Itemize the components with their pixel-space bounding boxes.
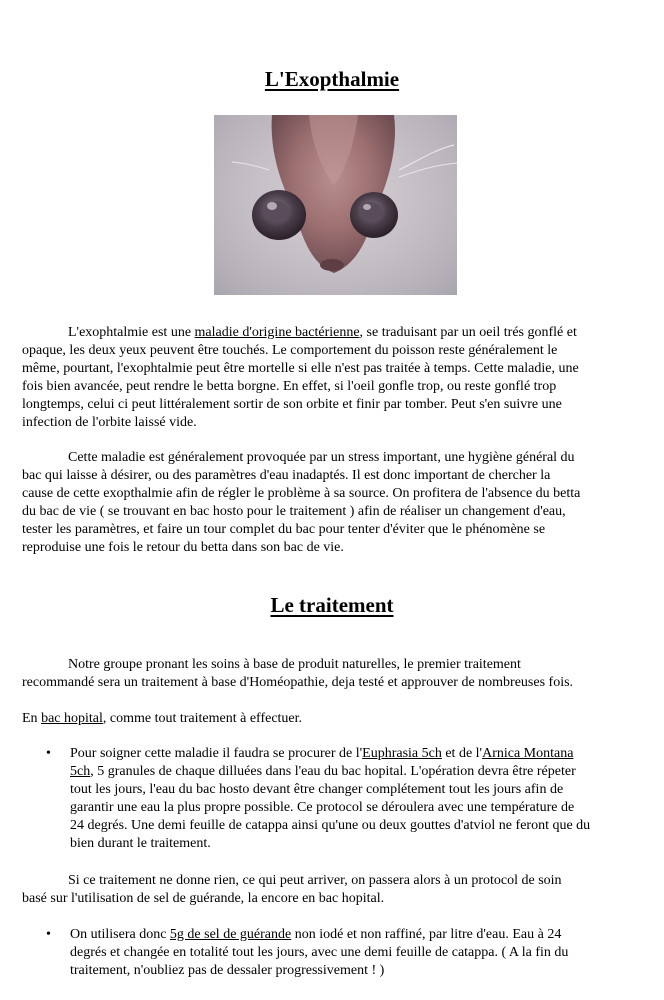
text-run: tout les jours, l'eau du bac hosto devant être changer complétement tout les jours afin de	[70, 782, 564, 797]
text-line	[22, 324, 644, 342]
underlined-term: 5ch	[70, 764, 91, 779]
text-run: cause de cette exopthalmie afin de régler le problème à sa source. On profitera de l'absence du betta	[22, 486, 581, 501]
text-line	[70, 781, 664, 799]
text-line	[22, 503, 644, 521]
text-run: fois bien avancée, peut rendre le betta borgne. En effet, si l'oeil gonfle trop, ou reste gonflé trop	[22, 379, 557, 394]
text-run: longtemps, celui ci peut littéralement sortir de son orbite et finir par tomber. Peut s'en suivre une	[22, 397, 562, 412]
text-run: On utilisera donc	[70, 927, 170, 942]
bullet-icon: •	[46, 927, 51, 942]
text-run: garantir une eau la plus propre possible. Ce protocol se déroulera avec une température de	[70, 800, 575, 815]
text-line	[70, 926, 664, 944]
fish-illustration	[214, 115, 457, 295]
underlined-term: 5g de sel de guérande	[169, 927, 292, 942]
text-line	[22, 396, 644, 414]
text-run: et de l'	[441, 746, 483, 761]
text-line	[70, 835, 664, 853]
text-run: traitement, n'oubliez pas de dessaler progressivement ! )	[70, 963, 385, 978]
betta-fish-photo	[214, 115, 457, 295]
text-run: , 5 granules de chaque dilluées dans l'eau du bac hopital. L'opération devra être répeter	[90, 764, 576, 779]
text-run: même, pourtant, l'exophtalmie peut être mortelle si elle n'est pas traitée à temps. Cette maladie, une	[22, 361, 579, 376]
text-run: L'exophtalmie est une	[68, 325, 195, 340]
page-title: L'Exopthalmie	[264, 67, 400, 91]
text-line	[22, 539, 644, 557]
text-line	[22, 521, 644, 539]
text-line	[22, 467, 644, 485]
text-line	[22, 656, 644, 674]
text-line	[22, 414, 644, 432]
text-run: 24 degrés. Une demi feuille de catappa ainsi qu'une ou deux gouttes d'atviol ne feront que du	[70, 818, 591, 833]
text-run: recommandé sera un traitement à base d'Homéopathie, deja testé et approuver de nombreuses fois.	[22, 675, 574, 690]
underlined-term: bac hopital	[41, 711, 103, 726]
text-line	[70, 944, 664, 962]
salt-treatment-text	[70, 926, 664, 980]
text-line	[70, 745, 664, 763]
text-run: Cette maladie est généralement provoquée par un stress important, une hygiène général du	[68, 450, 575, 465]
bullet-icon: •	[46, 746, 51, 761]
underlined-term: Euphrasia 5ch	[362, 746, 442, 761]
text-line	[22, 890, 644, 908]
text-line	[22, 378, 644, 396]
text-line	[22, 674, 644, 692]
causes-paragraph	[22, 449, 644, 557]
text-run: Si ce traitement ne donne rien, ce qui peut arriver, on passera alors à un protocol de soin	[68, 873, 562, 888]
text-line	[70, 763, 664, 781]
text-line	[22, 485, 644, 503]
text-run: Notre groupe pronant les soins à base de produit naturelles, le premier traitement	[68, 657, 521, 672]
text-line	[70, 962, 664, 980]
text-run: tester les paramètres, et faire un tour complet du bac pour tenter d'éviter que le phénomène se	[22, 522, 546, 537]
text-line	[70, 817, 664, 835]
underlined-term: Arnica Montana	[482, 746, 574, 761]
text-line	[22, 342, 644, 360]
text-run: En	[22, 711, 42, 726]
section-title-traitement: Le traitement	[270, 593, 394, 617]
text-run: non iodé et non raffiné, par litre d'eau. Eau à 24	[291, 927, 562, 942]
text-run: opaque, les deux yeux peuvent être touchés. Le comportement du poisson reste généralement le	[22, 343, 558, 358]
text-run: , comme tout traitement à effectuer.	[102, 711, 303, 726]
underlined-term: maladie d'origine bactérienne	[194, 325, 360, 340]
text-line	[22, 360, 644, 378]
text-line	[22, 872, 644, 890]
text-run: du bac de vie ( se trouvant en bac hosto pour le traitement ) afin de réaliser un changement d'eau,	[22, 504, 566, 519]
text-run: bien durant le traitement.	[70, 836, 211, 851]
treatment-intro-paragraph	[22, 656, 644, 692]
text-run: reproduise une fois le retour du betta dans son bac de vie.	[22, 540, 344, 555]
homeopathy-treatment-text	[70, 745, 664, 853]
hospital-tank-paragraph	[22, 710, 644, 728]
text-run: basé sur l'utilisation de sel de guérande, la encore en bac hopital.	[22, 891, 385, 906]
text-run: bac qui laisse à désirer, ou des paramètres d'eau inadaptés. Il est donc important de chercher la	[22, 468, 551, 483]
text-run: degrés et changée en totalité tout les jours, avec une demi feuille de catappa. ( A la fin du	[70, 945, 569, 960]
text-line	[22, 710, 644, 728]
salt-treatment-intro-paragraph	[22, 872, 644, 908]
text-line	[70, 799, 664, 817]
text-run: , se traduisant par un oeil trés gonflé et	[359, 325, 577, 340]
text-line	[22, 449, 644, 467]
intro-paragraph	[22, 324, 644, 432]
text-run: Pour soigner cette maladie il faudra se procurer de l'	[70, 746, 363, 761]
text-run: infection de l'orbite laissé vide.	[22, 415, 197, 430]
